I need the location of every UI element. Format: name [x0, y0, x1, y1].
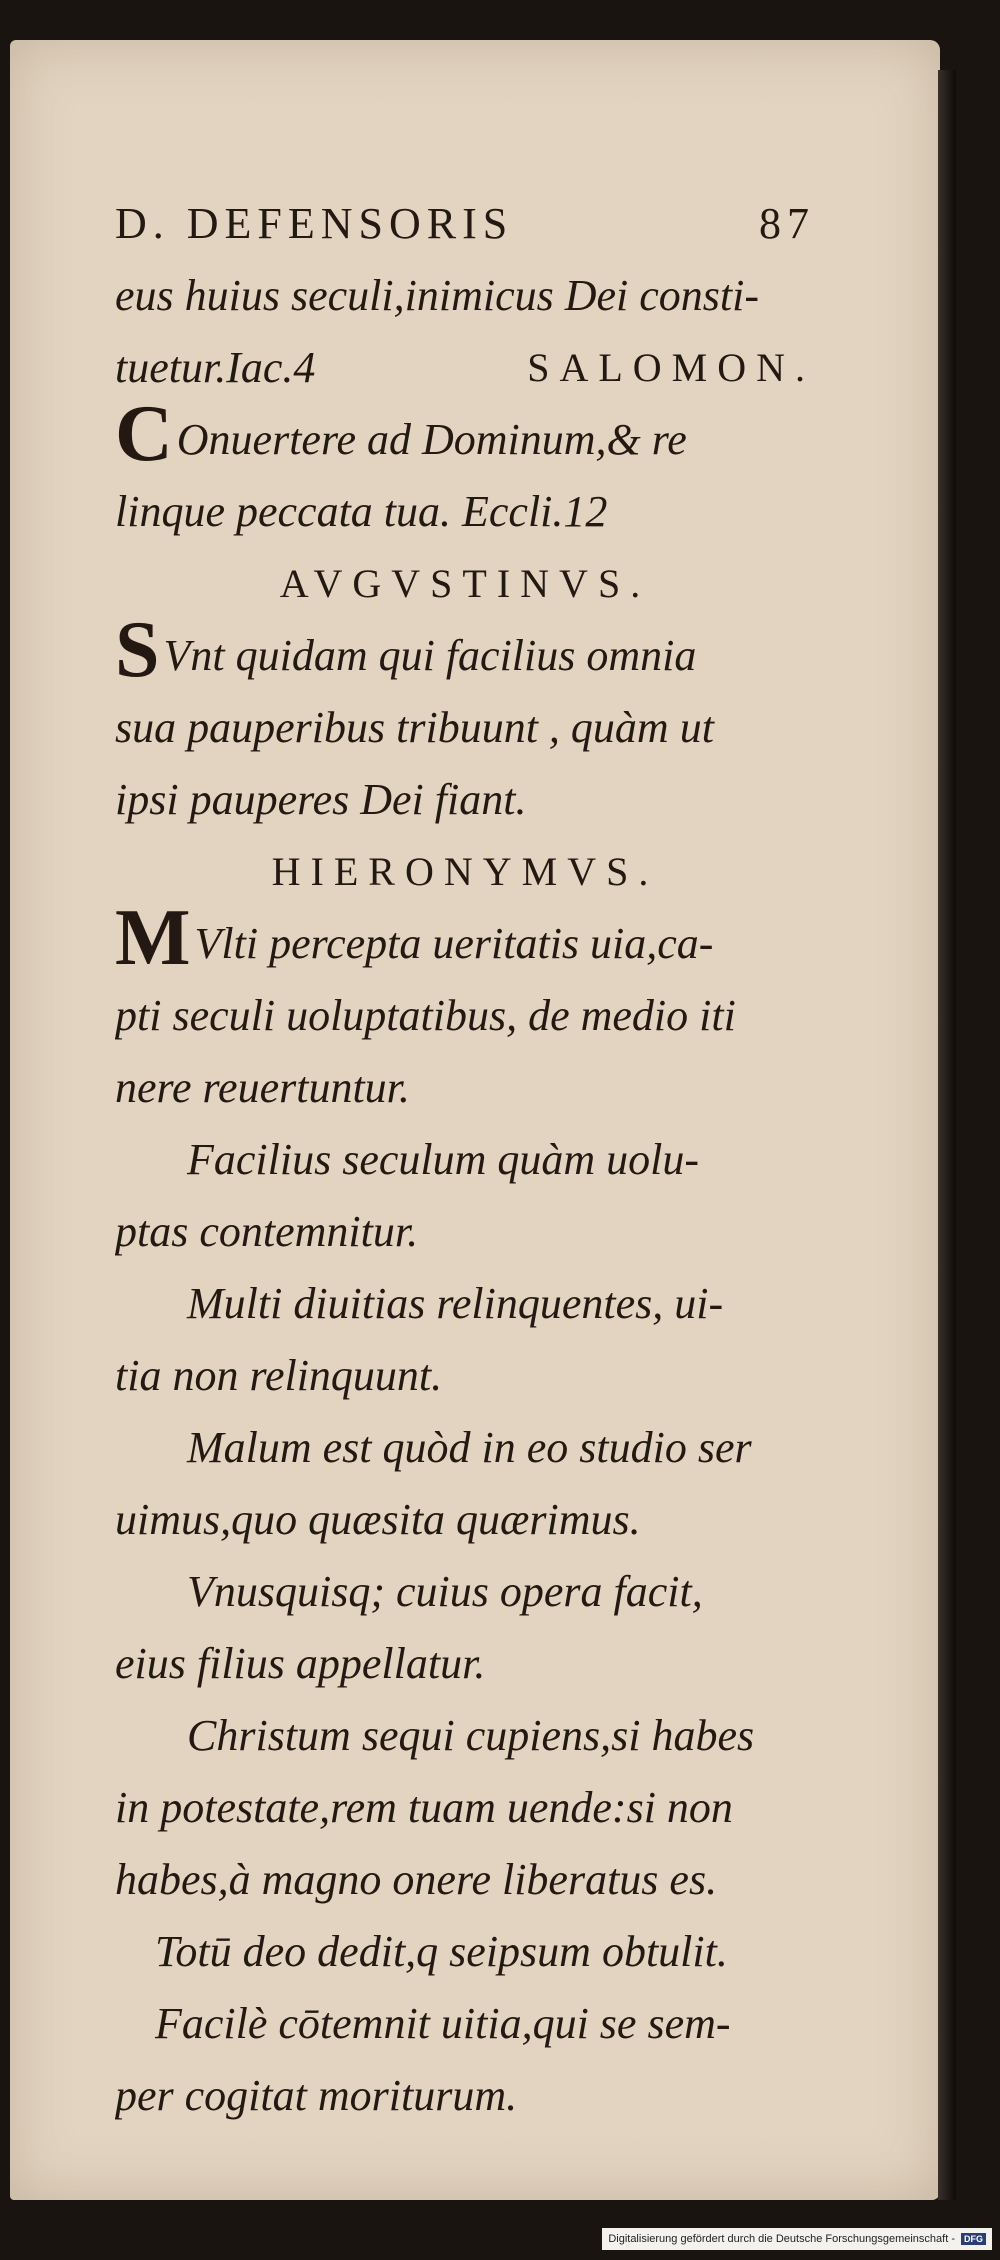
text-line	[115, 404, 815, 476]
text-line: Vnusquisq; cuius opera facit,	[187, 1567, 703, 1616]
text-line: Facilius seculum quàm uolu-	[187, 1135, 700, 1184]
digitization-credit	[602, 2228, 992, 2250]
text-line	[115, 908, 815, 980]
text-line: per cogitat moriturum.	[115, 2071, 518, 2120]
page-text	[115, 188, 815, 2132]
heading-augustinus: AVGVSTINVS.	[279, 561, 651, 606]
heading-salomon: SALOMON.	[527, 345, 815, 390]
initial-letter: C	[115, 404, 173, 476]
book-page	[10, 40, 940, 2200]
text-line-part: tuetur.Iac.4	[115, 343, 316, 392]
text-line: Facilè cōtemnit uitia,qui se sem-	[155, 1999, 731, 2048]
text-line: tia non relinquunt.	[115, 1351, 443, 1400]
text-line: pti seculi uoluptatibus, de medio iti	[115, 991, 736, 1040]
running-head	[115, 188, 815, 260]
text-line: eus huius seculi,inimicus Dei consti-	[115, 271, 760, 320]
credit-text: Digitalisierung gefördert durch die Deutsche Forschungsgemeinschaft -	[608, 2233, 955, 2245]
initial-letter: S	[115, 620, 160, 692]
heading-hieronymus: HIERONYMVS.	[271, 849, 659, 894]
text-line: ptas contemnitur.	[115, 1207, 419, 1256]
text-line: Totū deo dedit,q seipsum obtulit.	[155, 1927, 728, 1976]
text-line: eius filius appellatur.	[115, 1639, 486, 1688]
text-line: ipsi pauperes Dei fiant.	[115, 775, 527, 824]
text-line-part: Onuertere ad Dominum,& re	[176, 415, 687, 464]
text-line-part: Vlti percepta ueritatis uia,ca-	[194, 919, 714, 968]
text-line: linque peccata tua. Eccli.12	[115, 487, 608, 536]
text-line: Christum sequi cupiens,si habes	[187, 1711, 755, 1760]
dfg-logo: DFG	[961, 2233, 986, 2245]
text-line	[115, 332, 815, 404]
text-line: habes,à magno onere liberatus es.	[115, 1855, 718, 1904]
text-line-part: Vnt quidam qui facilius omnia	[163, 631, 697, 680]
text-line: nere reuertuntur.	[115, 1063, 410, 1112]
text-line: uimus,quo quæsita quærimus.	[115, 1495, 641, 1544]
text-line: Malum est quòd in eo studio ser	[187, 1423, 752, 1472]
running-head-title: D. DEFENSORIS	[115, 199, 514, 248]
initial-letter: M	[115, 908, 191, 980]
page-number: 87	[759, 199, 815, 248]
page-fore-edge	[938, 70, 956, 2200]
text-line	[115, 620, 815, 692]
text-line: Multi diuitias relinquentes, ui-	[187, 1279, 724, 1328]
text-line: in potestate,rem tuam uende:si non	[115, 1783, 733, 1832]
text-line: sua pauperibus tribuunt , quàm ut	[115, 703, 714, 752]
